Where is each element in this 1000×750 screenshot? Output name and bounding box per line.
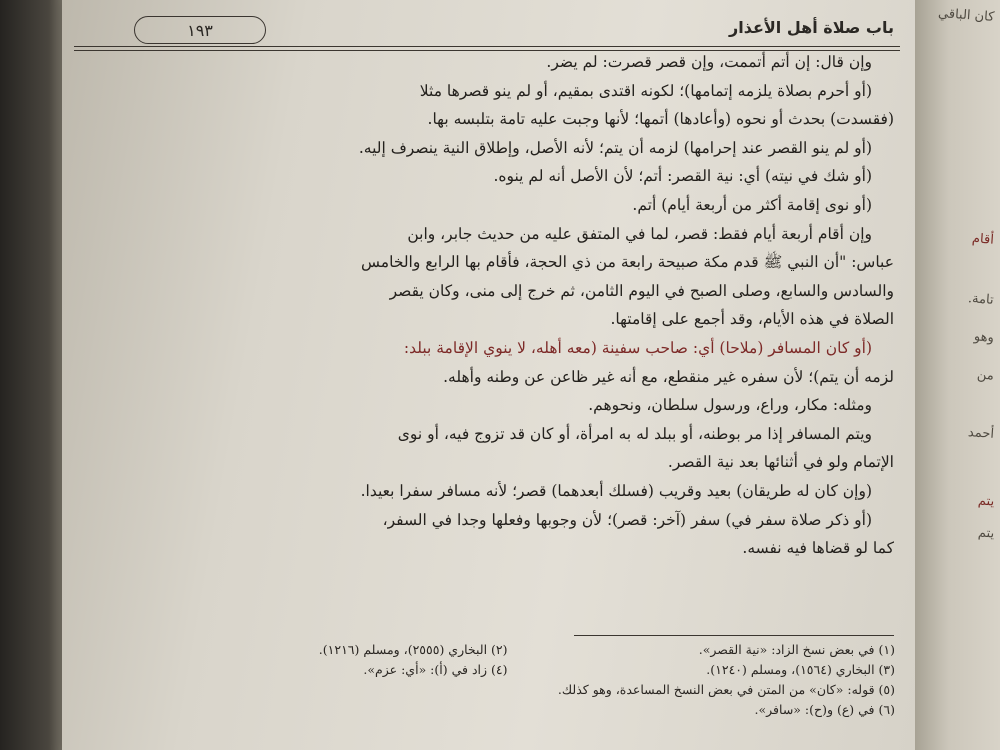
footnote-row bbox=[120, 700, 895, 720]
text-line: وإن قال: إن أتم أتممت، وإن قصر قصرت: لم يضر. bbox=[546, 53, 872, 71]
text-line: (أو شك في نيته) أي: نية القصر: أتم؛ لأن الأصل أنه لم ينوه. bbox=[493, 167, 872, 186]
text-line: كما لو قضاها فيه نفسه. bbox=[742, 539, 894, 558]
next-page-fragment: يتم bbox=[977, 493, 995, 510]
text-line: والسادس والسابع، وصلى الصبح في اليوم الثامن، ثم خرج إلى منى، وكان يقصر bbox=[389, 281, 894, 300]
book-spine-shadow bbox=[0, 0, 70, 750]
text-line: الصلاة في هذه الأيام، وقد أجمع على إقامتها. bbox=[610, 310, 894, 329]
footnote: (٥) قوله: «كان» من المتن في بعض النسخ المساعدة، وهو كذلك. bbox=[557, 682, 895, 697]
text-line: (أو ذكر صلاة سفر في) سفر (آخر: قصر)؛ لأن وجوبها وفعلها وجدا في السفر، bbox=[382, 510, 872, 529]
next-page-fragment: يتم bbox=[977, 525, 995, 542]
footnote: (١) في بعض نسخ الزاد: «نية القصر». bbox=[698, 642, 895, 657]
footnote-row bbox=[120, 660, 895, 680]
footnote: (٤) زاد في (أ): «أي: عزم». bbox=[363, 662, 508, 677]
text-line: وإن أقام أربعة أيام فقط: قصر، لما في المتفق عليه من حديث جابر، وابن bbox=[407, 224, 872, 243]
text-line: (فقسدت) بحدث أو نحوه (وأعادها) أتمها؛ لأنها وجبت عليه تامة بتلبسه بها. bbox=[427, 110, 894, 129]
text-line: ويتم المسافر إذا مر بوطنه، أو ببلد له به امرأة، أو كان قد تزوج فيه، أو نوى bbox=[397, 424, 872, 443]
footnote-separator bbox=[574, 635, 894, 636]
next-page-fragment: أحمد bbox=[967, 425, 995, 442]
footnote: (٦) في (ع) و(ح): «سافر». bbox=[754, 702, 895, 717]
text-line: (أو نوى إقامة أكثر من أربعة أيام) أتم. bbox=[632, 195, 872, 214]
next-page-edge bbox=[915, 0, 1000, 750]
text-line: (أو كان المسافر (ملاحا) أي: صاحب سفينة (معه أهله، لا ينوي الإقامة ببلد: bbox=[403, 338, 872, 357]
text-line: لزمه أن يتم)؛ لأن سفره غير منقطع، مع أنه غير ظاعن عن وطنه وأهله. bbox=[443, 367, 894, 386]
text-line: (أو لم ينو القصر عند إحرامها) لزمه أن يتم؛ لأنه الأصل، وإطلاق النية ينصرف إليه. bbox=[358, 138, 872, 157]
page-number: ١٩٣ bbox=[187, 20, 213, 40]
text-line: عباس: "أن النبي ﷺ قدم مكة صبيحة رابعة من ذي الحجة، فأقام بها الرابع والخامس bbox=[361, 253, 894, 272]
text-line: (وإن كان له طريقان) بعيد وقريب (فسلك أبعدهما) قصر؛ لأنه مسافر سفرا بعيدا. bbox=[360, 481, 872, 500]
footnote-row bbox=[120, 680, 895, 700]
running-header bbox=[74, 12, 900, 48]
footnote: (٣) البخاري (١٥٦٤)، ومسلم (١٢٤٠). bbox=[706, 662, 895, 677]
header-rule bbox=[74, 46, 900, 47]
next-page-fragment: من bbox=[976, 367, 995, 384]
footnote-row bbox=[120, 640, 895, 660]
next-page-fragment: أقام bbox=[971, 231, 995, 248]
footnotes bbox=[120, 640, 895, 720]
text-line: (أو أحرم بصلاة يلزمه إتمامها)؛ لكونه اقتدى بمقيم، أو لم ينو قصرها مثلا bbox=[419, 81, 872, 100]
next-page-fragment: تامة. bbox=[967, 291, 995, 308]
next-page-fragment: وهو bbox=[973, 329, 995, 346]
chapter-title: باب صلاة أهل الأعذار bbox=[729, 18, 894, 37]
next-page-fragment: كان الباقي bbox=[937, 6, 995, 25]
main-text bbox=[104, 48, 894, 563]
text-line: ومثله: مكار، وراع، ورسول سلطان، ونحوهم. bbox=[588, 396, 872, 415]
footnote: (٢) البخاري (٢٥٥٥)، ومسلم (١٢١٦). bbox=[318, 642, 508, 657]
page-number-ornament bbox=[134, 16, 266, 44]
text-line: الإتمام ولو في أثنائها بعد نية القصر. bbox=[667, 453, 894, 472]
